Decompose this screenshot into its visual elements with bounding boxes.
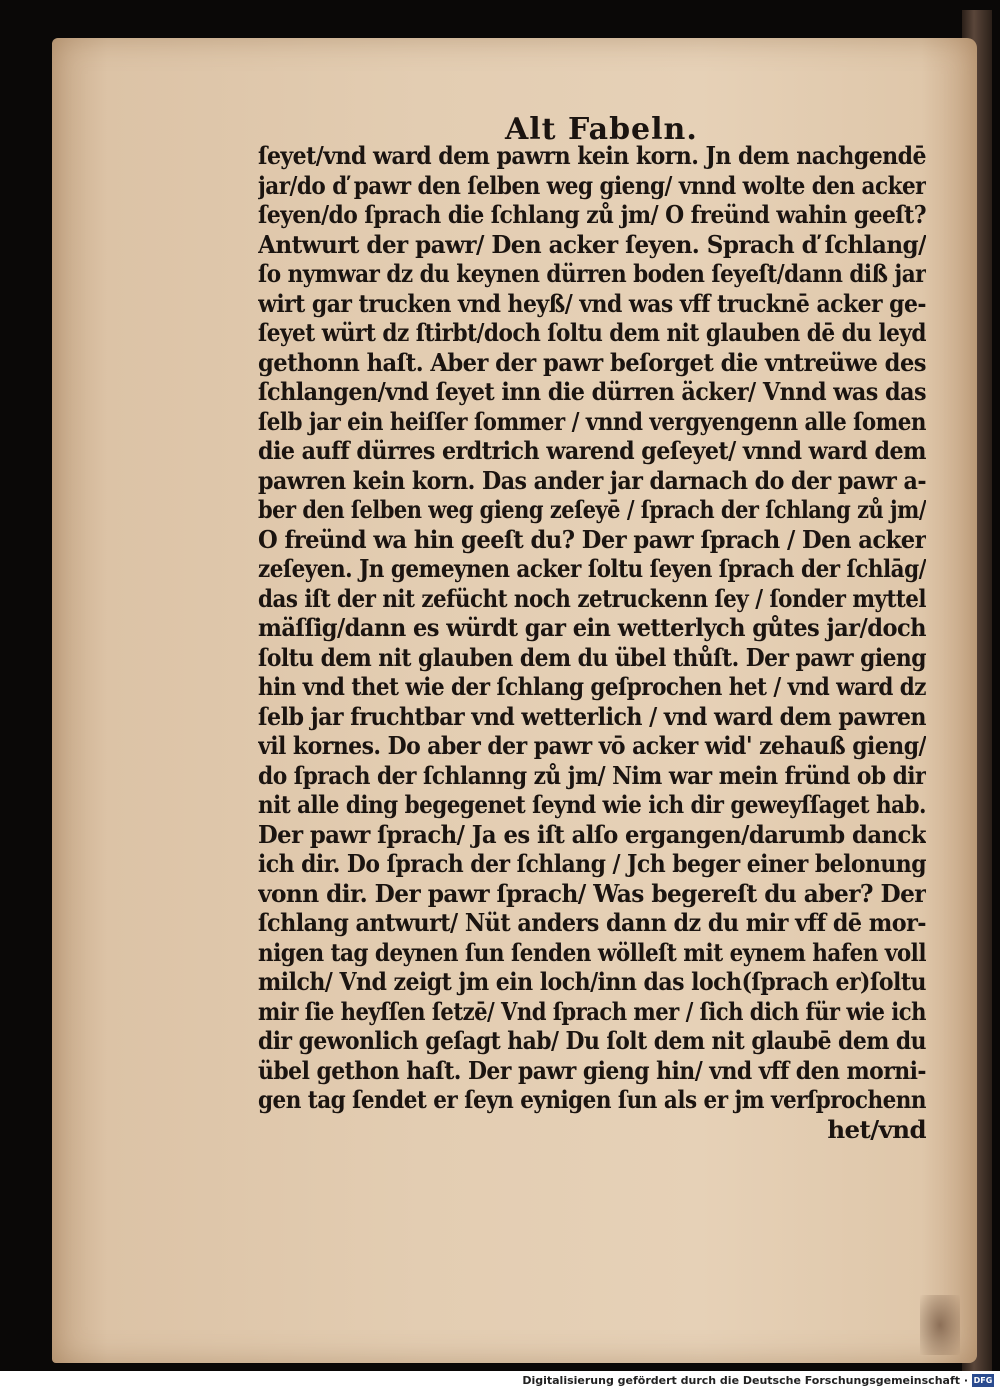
- digitization-credit: Digitalisierung gefördert durch die Deutsche Forschungsgemeinschaft ·: [522, 1374, 968, 1387]
- text-line: nit alle ding begegenet ſeynd wie ich dir geweyſſaget hab.: [258, 790, 926, 819]
- text-line: vonn dir. Der pawr ſprach/ Was begereſt du aber? Der: [258, 878, 926, 908]
- text-line: nigen tag deynen ſun ſenden wölleſt mit eynem hafen voll: [258, 937, 926, 967]
- footer-bar: [0, 1371, 1000, 1391]
- text-line: jar/do ď pawr den ſelben weg gieng/ vnnd wolte den acker: [258, 170, 926, 200]
- text-line: ber den ſelben weg gieng zeſeyē / ſprach der ſchlang zů jm/: [258, 495, 926, 524]
- text-line: ich dir. Do ſprach der ſchlang / Jch beger einer belonung: [258, 849, 926, 878]
- text-line: ſchlangen/vnd ſeyet inn die dürren äcker/ Vnnd was das: [258, 377, 926, 406]
- text-line: ſelb jar ein heiſſer ſommer / vnnd vergyengenn alle ſomen: [258, 406, 926, 436]
- text-line: übel gethon haſt. Der pawr gieng hin/ vnd vff den morni-: [258, 1055, 926, 1085]
- text-line: dir gewonlich geſagt hab/ Du ſolt dem nit glaubē dem du: [258, 1026, 926, 1055]
- text-line: het/vnd: [827, 1114, 926, 1144]
- text-line: zeſeyen. Jn gemeynen acker ſoltu ſeyen ſprach der ſchlāg/: [258, 554, 926, 583]
- text-line: vil kornes. Do aber der pawr vō acker wid' zehauß gieng/: [258, 731, 926, 760]
- text-line: wirt gar trucken vnd heyß/ vnd was vff trucknē acker ge-: [258, 288, 926, 318]
- text-line: Der pawr ſprach/ Ja es iſt alſo ergangen/darumb danck: [258, 819, 926, 849]
- text-line: Antwurt der pawr/ Den acker ſeyen. Sprach ď ſchlang/: [258, 229, 926, 259]
- text-line: do ſprach der ſchlanng zů jm/ Nim war mein fründ ob dir: [258, 760, 926, 790]
- text-line: milch/ Vnd zeigt jm ein loch/inn das loch(ſprach er)ſoltu: [258, 967, 926, 996]
- text-line: ſeyet würt dz ſtirbt/doch ſoltu dem nit glauben dē du leyd: [258, 318, 926, 347]
- running-head: Alt Fabeln.: [505, 112, 698, 147]
- text-line: hin vnd thet wie der ſchlang geſprochen het / vnd ward dz: [258, 672, 926, 701]
- text-line: O freünd wa hin geeſt du? Der pawr ſprach / Den acker: [258, 524, 926, 554]
- text-line: ſelb jar fruchtbar vnd wetterlich / vnd ward dem pawren: [258, 701, 926, 731]
- body-text: [258, 141, 926, 1144]
- text-line: gethonn haſt. Aber der pawr beſorget die vntreüwe des: [258, 347, 926, 377]
- page-stain: [920, 1295, 960, 1355]
- text-line: ſeyen/do ſprach die ſchlang zů jm/ O freünd wahin geeſt?: [258, 200, 926, 229]
- text-line: mir ſie heyſſen ſetzē/ Vnd ſprach mer / ſich dich für wie ich: [258, 996, 926, 1026]
- text-line: ſo nymwar dz du keynen dürren boden ſeyeſt/dann diß jar: [258, 259, 926, 288]
- dfg-logo-icon: DFG: [973, 1376, 993, 1385]
- text-line: pawren kein korn. Das ander jar darnach do der pawr a-: [258, 465, 926, 495]
- text-line: ſoltu dem nit glauben dem du übel thůſt. Der pawr gieng: [258, 642, 926, 672]
- text-line: mäſſig/dann es würdt gar ein wetterlych gůtes jar/doch: [258, 613, 926, 642]
- text-line: ſchlang antwurt/ Nüt anders dann dz du mir vff dē mor-: [258, 908, 926, 937]
- text-line: die auff dürres erdtrich warend geſeyet/ vnnd ward dem: [258, 436, 926, 465]
- text-line: ſeyet/vnd ward dem pawrn kein korn. Jn dem nachgendē: [258, 141, 926, 170]
- text-line: gen tag ſendet er ſeyn eynigen ſun als er jm verſprochenn: [258, 1085, 926, 1114]
- text-line: das iſt der nit zefücht noch zetruckenn ſey / ſonder myttel: [258, 583, 926, 613]
